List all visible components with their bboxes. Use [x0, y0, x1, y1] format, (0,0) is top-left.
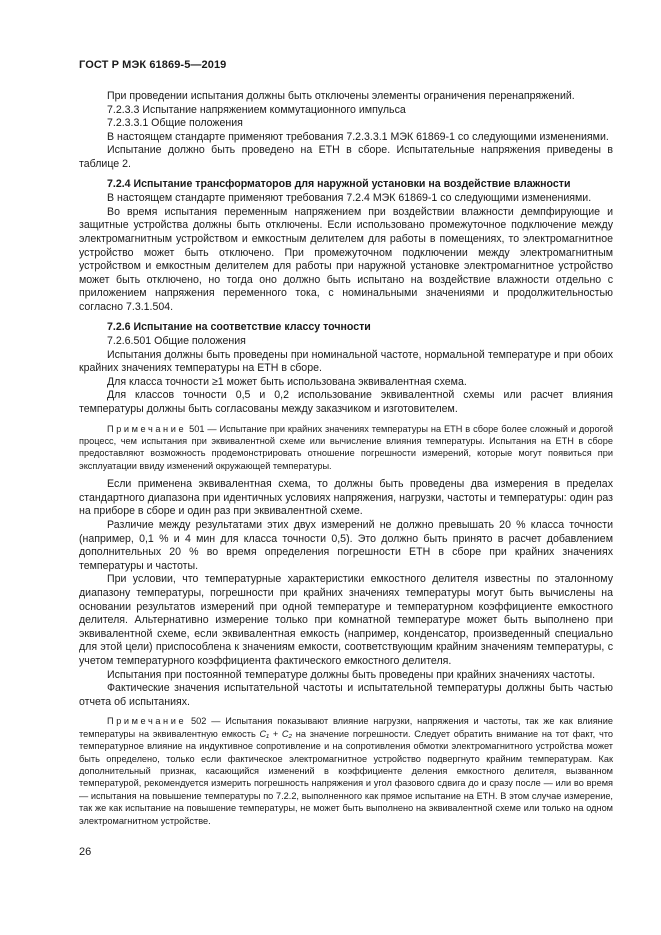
note-text: на значение погрешности. Следует обратить внимание на тот факт, что температурное влияние на индуктивное сопротивление и на сопротивления обмотки электромагнитного устройства может быть определено, только если фактическое электромагнитное устройство подвергнуто крайним температурам. Как дополнительный признак, касающийся изменений в коэффициенте деления емкостного делителя, вызванном температурой, рекомендуется измерить погрешность напряжения и угол фазового сдвига до и сразу после — или во время — испытания на повышение температуры по 7.2.2, выполненного как прямое испытание на ЕТН. В этом случае измерение, так же как испытание на повышение температуры, не может быть выполнено на эквивалентной схеме или только на одном электромагнитном устройстве. [79, 728, 613, 826]
paragraph: Если применена эквивалентная схема, то должны быть проведены два измерения в пределах стандартного диапазона при идентичных условиях напряжения, нагрузки, частоты и температуры: один раз на приборе в сборе и один раз при эквивалентной схеме. [79, 478, 613, 518]
document-body [79, 90, 613, 833]
formula: C₁ + C₂ [259, 728, 293, 739]
page-number: 26 [79, 846, 92, 858]
section-heading: 7.2.3.3.1 Общие положения [107, 117, 243, 130]
paragraph: Во время испытания переменным напряжением при воздействии влажности демпфирующие и защитные устройства должны быть отключены. Если использовано промежуточное подключение между электромагнитным устройством и емкостным делителем для работы в помещениях, то электромагнитное устройство может быть отключено. При промежуточном подключении между электромагнитным устройством и емкостным делителем для работы при наружной установке электромагнитное устройство может быть отключено, но тогда оно должно быть испытано на воздействие влажности отдельно с приложением напряжения переменного тока, с номинальными значениями и продолжительностью согласно 7.3.1.504. [79, 205, 613, 313]
paragraph: При условии, что температурные характеристики емкостного делителя известны по эталонному диапазону температуры, погрешности при крайних значениях температуры могут быть вычислены на основании результатов измерений при одной температуре и температурном коэффициенте емкостного делителя. Альтернативно измерение только при комнатной температуре может быть выполнено при эквивалентной схеме, если эквивалентная емкость (например, конденсатор, произведенный специально для этой цели) приспособлена к значениям емкости, соответствующим крайним значениям температуры, с учетом температурного коэффициента фактического емкостного делителя. [79, 573, 613, 667]
note-text: — Испытания показывают влияние нагрузки, напряжения и частоты, так же как влияние температуры на эквивалентную емкость [79, 716, 613, 739]
paragraph: Различие между результатами этих двух измерений не должно превышать 20 % класса точности (например, 0,1 % и 4 мин для класса точности 0,5). Это должно быть принято в расчет добавлением дополнительных 20 % во время определения погрешности ЕТН в сборе при крайних значениях температуры и частоты. [79, 519, 613, 572]
paragraph: Для классов точности 0,5 и 0,2 использование эквивалентной схемы или расчет влияния температуры должны быть согласованы между заказчиком и изготовителем. [79, 389, 613, 416]
paragraph: Испытания при постоянной температуре должны быть проведены при крайних значениях частоты. [107, 668, 596, 681]
document-header: ГОСТ Р МЭК 61869-5—2019 [79, 59, 227, 71]
paragraph: В настоящем стандарте применяют требования 7.2.3.3.1 МЭК 61869-1 со следующими изменениями. [107, 130, 609, 143]
note-number: 501 [189, 423, 205, 434]
note-label: Примечание [107, 716, 187, 727]
paragraph: Для класса точности ≥1 может быть использована эквивалентная схема. [107, 375, 467, 388]
section-heading: 7.2.6.501 Общие положения [107, 335, 246, 348]
paragraph: Испытания должны быть проведены при номинальной частоте, нормальной температуре и при обоих крайних значениях температуры на ЕТН в сборе. [79, 348, 613, 375]
note-text: — Испытание при крайних значениях температуры на ЕТН в сборе более сложный и дорогой процесс, чем испытания при эквивалентной схеме или вычисление влияния температуры. Испытания на ЕТН в сборе предоставляют возможность продемонстрировать отношение погрешности измерений, которые могут появиться при эксплуатации ввиду изменений окружающей температуры. [79, 423, 613, 471]
section-heading-bold: 7.2.4 Испытание трансформаторов для наружной установки на воздействие влажности [107, 177, 571, 190]
note-label: Примечание [107, 423, 187, 434]
paragraph: В настоящем стандарте применяют требования 7.2.4 МЭК 61869-1 со следующими изменениями. [107, 192, 592, 205]
section-heading: 7.2.3.3 Испытание напряжением коммутационного импульса [107, 103, 406, 116]
note-502 [79, 715, 613, 827]
note-number: 502 [191, 716, 207, 727]
paragraph: Фактические значения испытательной частоты и испытательной температуры должны быть частью отчета об испытаниях. [79, 682, 613, 708]
paragraph: При проведении испытания должны быть отключены элементы ограничения перенапряжений. [107, 90, 575, 102]
paragraph: Испытание должно быть проведено на ЕТН в сборе. Испытательные напряжения приведены в таблице 2. [79, 144, 613, 170]
note-501 [79, 423, 613, 473]
section-heading-bold: 7.2.6 Испытание на соответствие классу точности [107, 320, 371, 333]
